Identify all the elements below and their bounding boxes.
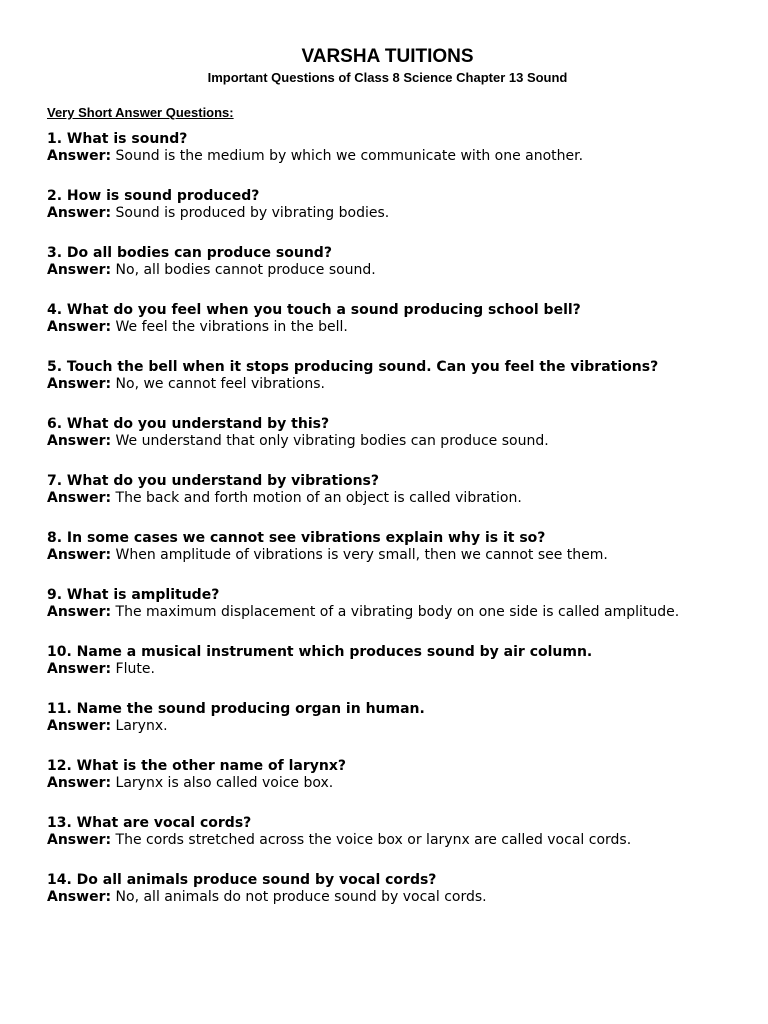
qa-item <box>47 416 728 450</box>
qa-item <box>47 872 728 906</box>
answer-label: Answer: <box>47 319 112 335</box>
answer-text: No, all animals do not produce sound by vocal cords. <box>115 889 487 905</box>
question: 12. What is the other name of larynx? <box>47 758 347 774</box>
question: 2. How is sound produced? <box>47 188 260 204</box>
question: 1. What is sound? <box>47 131 188 147</box>
question: 7. What do you understand by vibrations? <box>47 473 379 489</box>
answer-text: No, all bodies cannot produce sound. <box>115 262 376 278</box>
qa-item <box>47 758 728 792</box>
qa-item <box>47 302 728 336</box>
qa-item <box>47 530 728 564</box>
answer <box>47 433 728 450</box>
answer <box>47 718 728 735</box>
answer-text: The back and forth motion of an object is called vibration. <box>115 490 522 506</box>
answer-label: Answer: <box>47 205 112 221</box>
qa-item <box>47 188 728 222</box>
answer-label: Answer: <box>47 718 112 734</box>
answer <box>47 889 728 906</box>
answer-text: No, we cannot feel vibrations. <box>115 376 325 392</box>
question: 5. Touch the bell when it stops producing sound. Can you feel the vibrations? <box>47 359 659 375</box>
answer-text: Sound is produced by vibrating bodies. <box>115 205 390 221</box>
question: 13. What are vocal cords? <box>47 815 252 831</box>
answer <box>47 832 728 849</box>
answer <box>47 490 728 507</box>
answer-text: Flute. <box>115 661 155 677</box>
answer-label: Answer: <box>47 661 112 677</box>
qa-item <box>47 815 728 849</box>
answer-text: Larynx is also called voice box. <box>115 775 334 791</box>
answer <box>47 205 728 222</box>
page-title: VARSHA TUITIONS <box>301 46 474 67</box>
question: 9. What is amplitude? <box>47 587 220 603</box>
section-heading: Very Short Answer Questions: <box>47 105 234 120</box>
answer-text: We feel the vibrations in the bell. <box>115 319 348 335</box>
question: 10. Name a musical instrument which produces sound by air column. <box>47 644 593 660</box>
answer <box>47 604 728 621</box>
qa-item <box>47 245 728 279</box>
question: 14. Do all animals produce sound by vocal cords? <box>47 872 437 888</box>
qa-list <box>47 131 728 906</box>
answer-label: Answer: <box>47 148 112 164</box>
answer-label: Answer: <box>47 775 112 791</box>
answer <box>47 148 728 165</box>
answer <box>47 262 728 279</box>
qa-item <box>47 473 728 507</box>
answer-label: Answer: <box>47 832 112 848</box>
answer <box>47 547 728 564</box>
qa-item <box>47 359 728 393</box>
answer-label: Answer: <box>47 262 112 278</box>
answer-text: The cords stretched across the voice box or larynx are called vocal cords. <box>115 832 632 848</box>
question: 8. In some cases we cannot see vibrations explain why is it so? <box>47 530 546 546</box>
question: 11. Name the sound producing organ in human. <box>47 701 425 717</box>
qa-item <box>47 131 728 165</box>
answer-label: Answer: <box>47 376 112 392</box>
answer <box>47 376 728 393</box>
answer-label: Answer: <box>47 889 112 905</box>
answer <box>47 319 728 336</box>
answer-label: Answer: <box>47 604 112 620</box>
qa-item <box>47 701 728 735</box>
answer-text: When amplitude of vibrations is very small, then we cannot see them. <box>115 547 608 563</box>
answer-text: Sound is the medium by which we communicate with one another. <box>115 148 584 164</box>
answer-text: Larynx. <box>115 718 168 734</box>
answer-label: Answer: <box>47 490 112 506</box>
question: 3. Do all bodies can produce sound? <box>47 245 332 261</box>
question: 6. What do you understand by this? <box>47 416 330 432</box>
page-subtitle: Important Questions of Class 8 Science Chapter 13 Sound <box>207 70 568 85</box>
answer <box>47 775 728 792</box>
answer-label: Answer: <box>47 433 112 449</box>
qa-item <box>47 644 728 678</box>
answer-text: The maximum displacement of a vibrating body on one side is called amplitude. <box>115 604 680 620</box>
qa-item <box>47 587 728 621</box>
question: 4. What do you feel when you touch a sound producing school bell? <box>47 302 581 318</box>
answer <box>47 661 728 678</box>
answer-label: Answer: <box>47 547 112 563</box>
answer-text: We understand that only vibrating bodies can produce sound. <box>115 433 549 449</box>
